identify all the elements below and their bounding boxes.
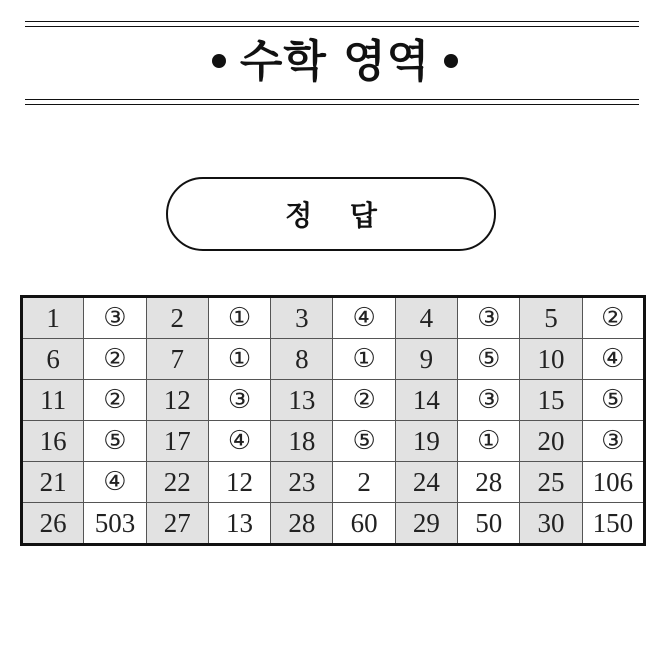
question-number: 30 xyxy=(520,503,582,545)
question-number: 12 xyxy=(146,380,208,421)
answer-value: ③ xyxy=(208,380,270,421)
answer-value: ③ xyxy=(84,297,146,339)
question-number: 23 xyxy=(271,462,333,503)
question-number: 16 xyxy=(22,421,84,462)
bottom-rule-1 xyxy=(25,99,639,100)
table-row xyxy=(22,339,645,380)
answer-value: ④ xyxy=(84,462,146,503)
bullet-icon xyxy=(212,54,226,68)
answer-value: 106 xyxy=(582,462,644,503)
question-number: 6 xyxy=(22,339,84,380)
question-number: 13 xyxy=(271,380,333,421)
question-number: 19 xyxy=(395,421,457,462)
answer-value: 150 xyxy=(582,503,644,545)
question-number: 14 xyxy=(395,380,457,421)
bullet-icon xyxy=(444,54,458,68)
answer-label-box xyxy=(166,177,496,251)
question-number: 22 xyxy=(146,462,208,503)
answer-value: 60 xyxy=(333,503,395,545)
answer-value: ⑤ xyxy=(458,339,520,380)
answer-value: 50 xyxy=(458,503,520,545)
table-row xyxy=(22,297,645,339)
question-number: 9 xyxy=(395,339,457,380)
question-number: 25 xyxy=(520,462,582,503)
answer-value: ③ xyxy=(458,380,520,421)
question-number: 28 xyxy=(271,503,333,545)
table-row xyxy=(22,421,645,462)
answer-value: ① xyxy=(333,339,395,380)
question-number: 18 xyxy=(271,421,333,462)
answer-value: ③ xyxy=(458,297,520,339)
table-row xyxy=(22,503,645,545)
answer-value: ⑤ xyxy=(582,380,644,421)
question-number: 10 xyxy=(520,339,582,380)
question-number: 24 xyxy=(395,462,457,503)
title-text: 수학 영역 xyxy=(239,36,431,87)
question-number: 17 xyxy=(146,421,208,462)
answer-value: ① xyxy=(208,297,270,339)
question-number: 8 xyxy=(271,339,333,380)
question-number: 11 xyxy=(22,380,84,421)
question-number: 7 xyxy=(146,339,208,380)
answer-value: ④ xyxy=(582,339,644,380)
question-number: 1 xyxy=(22,297,84,339)
top-rule-2 xyxy=(25,26,639,27)
question-number: 20 xyxy=(520,421,582,462)
question-number: 26 xyxy=(22,503,84,545)
question-number: 3 xyxy=(271,297,333,339)
answer-value: ④ xyxy=(333,297,395,339)
question-number: 15 xyxy=(520,380,582,421)
table-row xyxy=(22,380,645,421)
top-rule-1 xyxy=(25,21,639,22)
question-number: 5 xyxy=(520,297,582,339)
answer-value: ② xyxy=(582,297,644,339)
question-number: 4 xyxy=(395,297,457,339)
answer-value: ② xyxy=(84,380,146,421)
bottom-rule-2 xyxy=(25,104,639,105)
answer-value: ⑤ xyxy=(84,421,146,462)
answer-value: 12 xyxy=(208,462,270,503)
answer-value: ④ xyxy=(208,421,270,462)
question-number: 21 xyxy=(22,462,84,503)
question-number: 29 xyxy=(395,503,457,545)
answer-value: ③ xyxy=(582,421,644,462)
answer-value: 28 xyxy=(458,462,520,503)
answer-value: 2 xyxy=(333,462,395,503)
answer-table xyxy=(20,295,646,546)
answer-value: ① xyxy=(458,421,520,462)
question-number: 2 xyxy=(146,297,208,339)
answer-value: ② xyxy=(333,380,395,421)
answer-label: 정 답 xyxy=(285,199,391,232)
answer-value: ② xyxy=(84,339,146,380)
question-number: 27 xyxy=(146,503,208,545)
answer-value: 13 xyxy=(208,503,270,545)
answer-value: ⑤ xyxy=(333,421,395,462)
table-row xyxy=(22,462,645,503)
answer-value: 503 xyxy=(84,503,146,545)
page-title xyxy=(0,30,670,94)
answer-value: ① xyxy=(208,339,270,380)
